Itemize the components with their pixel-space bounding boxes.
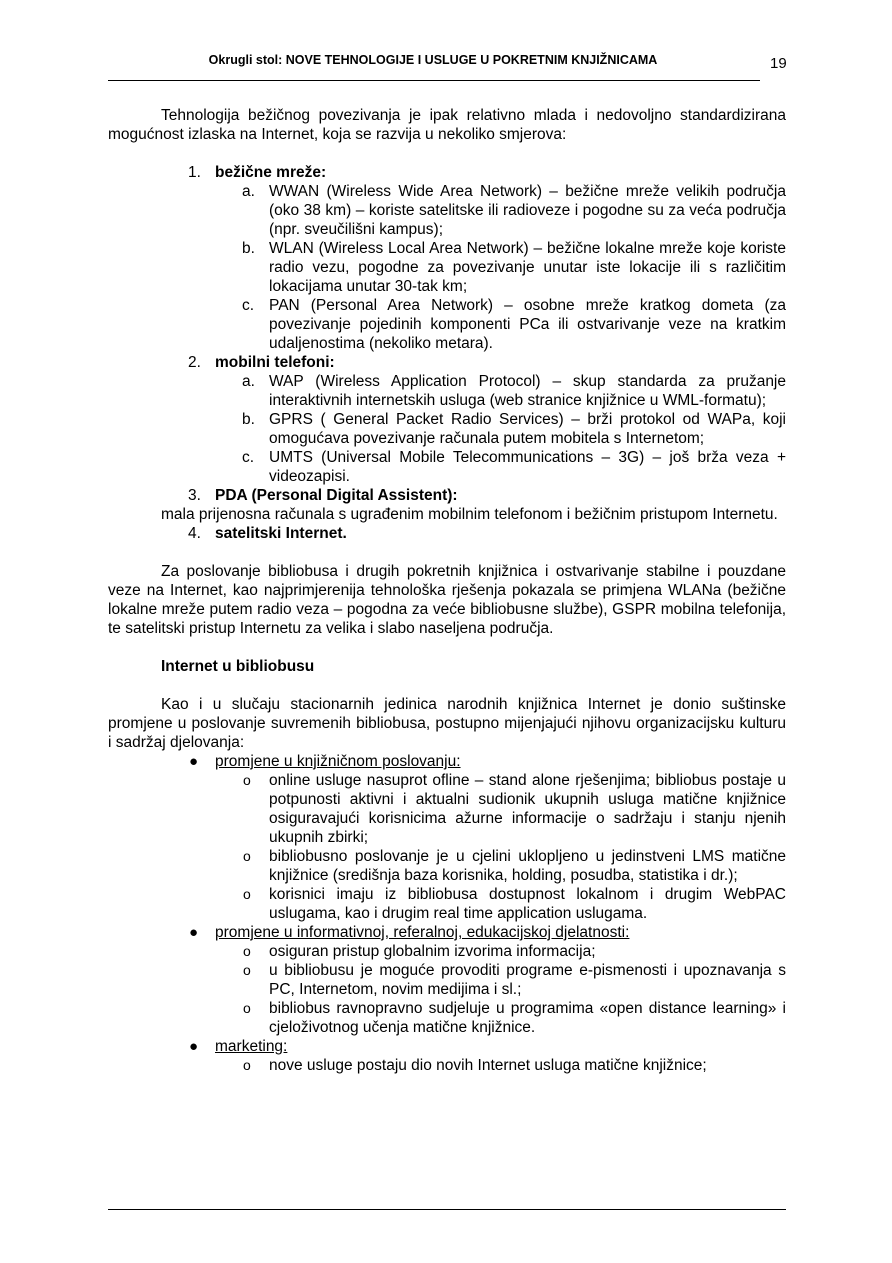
sub-bullet-text: online usluge nasuprot ofline – stand alone rješenjima; bibliobus postaje u potpunosti aktivni i aktualni sudionik ukupnih usluga matične knjižnice osiguravajući korisnicima ažurne informacije o sadržaju i stanju njenih ukupnih zbirki; xyxy=(269,772,786,846)
paragraph-wlan: Za poslovanje bibliobusa i drugih pokretnih knjižnica i ostvarivanje stabilne i pouzdane veze na Internet, kao najprimjerenija tehnološka rješenja pokazala se primjena WLANa (bežične lokalne mreže putem radio veza – pogodna za veće bibliobusne službe), GSPR mobilna telefonija, te satelitski pristup Internetu za velika i slabo naseljena područja. xyxy=(108,563,786,637)
item-description: mala prijenosna računala s ugrađenim mobilnim telefonom i bežičnim pristupom Internetu. xyxy=(161,506,778,523)
item-number: 2. xyxy=(188,354,201,371)
circle-bullet-icon: o xyxy=(243,1057,251,1073)
sub-item xyxy=(108,296,786,353)
sub-bullet-text: osiguran pristup globalnim izvorima informacija; xyxy=(269,943,596,960)
page-body xyxy=(108,106,786,1075)
sub-item-letter: b. xyxy=(242,240,255,257)
bullet-item xyxy=(108,923,786,942)
sub-item xyxy=(108,372,786,410)
item-number: 1. xyxy=(188,164,201,181)
sub-bullet xyxy=(108,942,786,961)
item-number: 3. xyxy=(188,487,201,504)
sub-item xyxy=(108,182,786,239)
sub-item-text: WLAN (Wireless Local Area Network) – bežične lokalne mreže koje koriste radio vezu, pogodne za povezivanje unutar iste lokacije ili s različitim lokacijama unutar 30-tak km; xyxy=(269,240,786,295)
running-header-title: Okrugli stol: NOVE TEHNOLOGIJE I USLUGE U POKRETNIM KNJIŽNICAMA xyxy=(208,53,658,67)
item-heading: mobilni telefoni: xyxy=(215,354,335,371)
sub-item xyxy=(108,239,786,296)
bullet-label: promjene u knjižničnom poslovanju: xyxy=(215,753,461,770)
bullet-label: promjene u informativnoj, referalnoj, edukacijskoj djelatnosti: xyxy=(215,924,630,941)
item-heading: PDA (Personal Digital Assistent): xyxy=(215,487,458,504)
sub-bullet-text: korisnici imaju iz bibliobusa dostupnost lokalnom i drugim WebPAC uslugama, kao i drugim real time application uslugama. xyxy=(269,886,786,922)
item-number: 4. xyxy=(188,525,201,542)
sub-bullet xyxy=(108,771,786,847)
sub-item-letter: a. xyxy=(242,183,255,200)
sub-bullet-text: bibliobus ravnopravno sudjeluje u programima «open distance learning» i cjeloživotnog učenja matične knjižnice. xyxy=(269,1000,786,1036)
bullet-item xyxy=(108,752,786,771)
sub-item-text: UMTS (Universal Mobile Telecommunications – 3G) – još brža veza + videozapisi. xyxy=(269,449,786,485)
sub-bullet-text: nove usluge postaju dio novih Internet usluga matične knjižnice; xyxy=(269,1057,707,1074)
circle-bullet-icon: o xyxy=(243,886,251,902)
numbered-item xyxy=(108,353,786,372)
paragraph-changes: Kao i u slučaju stacionarnih jedinica narodnih knjižnica Internet je donio suštinske promjene u poslovanje suvremenih bibliobusa, postupno mijenjajući njihovu organizacijsku kulturu i sadržaj djelovanja: xyxy=(108,696,786,751)
circle-bullet-icon: o xyxy=(243,943,251,959)
bullet-item xyxy=(108,1037,786,1056)
item-heading: bežične mreže: xyxy=(215,164,327,181)
sub-bullet xyxy=(108,885,786,923)
intro-paragraph: Tehnologija bežičnog povezivanja je ipak relativno mlada i nedovoljno standardizirana mogućnost izlaska na Internet, koja se razvija u nekoliko smjerova: xyxy=(108,107,786,143)
numbered-item xyxy=(108,163,786,182)
bullet-icon: ● xyxy=(189,753,199,770)
sub-item-letter: b. xyxy=(242,411,255,428)
sub-item-text: PAN (Personal Area Network) – osobne mreže kratkog dometa (za povezivanje pojedinih komponenti PCa ili ostvarivanje veze na kratkim udaljenostima (nekoliko metara). xyxy=(269,297,786,352)
numbered-item xyxy=(108,524,786,543)
sub-bullet xyxy=(108,961,786,999)
sub-bullet-text: u bibliobusu je moguće provoditi programe e-pismenosti i upoznavanja s PC, Internetom, novim medijima i sl.; xyxy=(269,962,786,998)
sub-bullet xyxy=(108,847,786,885)
sub-bullet-text: bibliobusno poslovanje je u cjelini uklopljeno u jedinstveni LMS matične knjižnice (središnja baza korisnika, holding, posudba, statistika i dr.); xyxy=(269,848,786,884)
numbered-item xyxy=(108,486,786,505)
circle-bullet-icon: o xyxy=(243,848,251,864)
circle-bullet-icon: o xyxy=(243,1000,251,1016)
bullet-icon: ● xyxy=(189,1038,199,1055)
sub-item xyxy=(108,410,786,448)
sub-item-letter: a. xyxy=(242,373,255,390)
sub-item xyxy=(108,448,786,486)
sub-item-text: WAP (Wireless Application Protocol) – skup standarda za pružanje interaktivnih internetskih usluga (web stranice knjižnice u WML-formatu); xyxy=(269,373,786,409)
circle-bullet-icon: o xyxy=(243,962,251,978)
sub-item-text: GPRS ( General Packet Radio Services) – brži protokol od WAPa, koji omogućava povezivanje računala putem mobitela s Internetom; xyxy=(269,411,786,447)
bullet-icon: ● xyxy=(189,924,199,941)
sub-bullet xyxy=(108,1056,786,1075)
footer-divider xyxy=(108,1209,786,1210)
item-heading: satelitski Internet. xyxy=(215,525,347,542)
bullet-label: marketing: xyxy=(215,1038,288,1055)
sub-bullet xyxy=(108,999,786,1037)
section-heading: Internet u bibliobusu xyxy=(161,658,315,675)
page-number: 19 xyxy=(770,55,787,72)
sub-item-letter: c. xyxy=(242,449,255,466)
circle-bullet-icon: o xyxy=(243,772,251,788)
sub-item-text: WWAN (Wireless Wide Area Network) – bežične mreže velikih područja (oko 38 km) – koriste satelitske ili radioveze i pogodne su za veća područja (npr. sveučilišni kampus); xyxy=(269,183,786,238)
sub-item-letter: c. xyxy=(242,297,255,314)
header-divider xyxy=(108,80,760,81)
